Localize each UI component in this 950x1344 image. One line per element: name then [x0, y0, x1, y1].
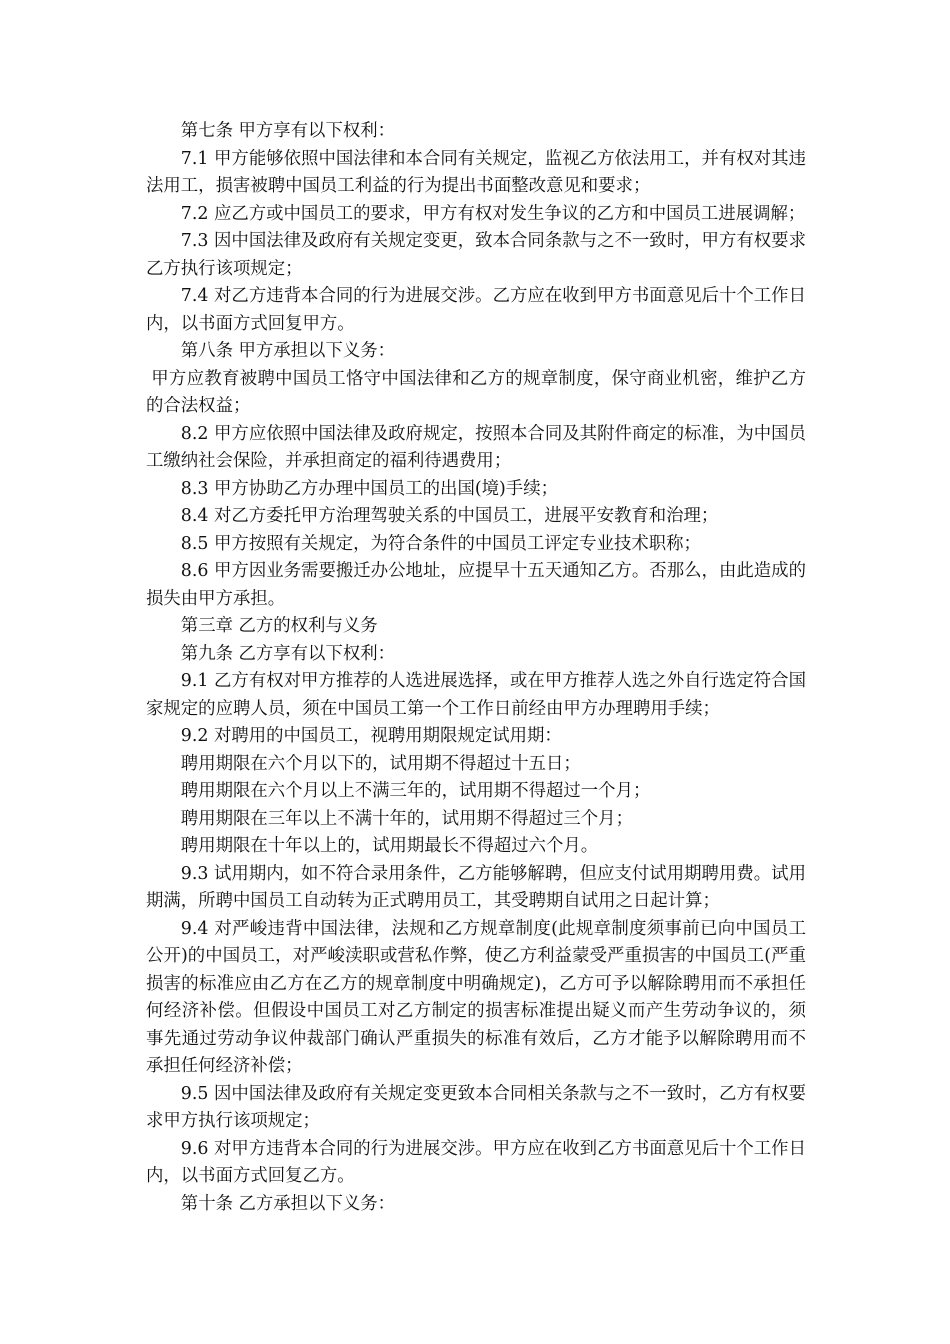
clause-9-1: 9.1 乙方有权对甲方推荐的人选进展选择，或在甲方推荐人选之外自行选定符合国家规定的应聘人员，须在中国员工第一个工作日前经由甲方办理聘用手续；: [146, 671, 806, 719]
article-10-heading: 第十条 乙方承担以下义务：: [180, 1193, 396, 1214]
clause-9-3: 9.3 试用期内，如不符合录用条件，乙方能够解聘，但应支付试用期聘用费。试用期满，所聘中国员工自动转为正式聘用员工，其受聘期自试用之日起计算；: [146, 863, 806, 911]
clause-8-3: 8.3 甲方协助乙方办理中国员工的出国(境)手续；: [180, 478, 558, 499]
clause-9-2: 9.2 对聘用的中国员工，视聘用期限规定试用期：: [180, 726, 562, 746]
probation-rule-3: 聘用期限在三年以上不满十年的，试用期不得超过三个月；: [180, 808, 633, 829]
article-9-heading: 第九条 乙方享有以下权利：: [180, 643, 396, 664]
clause-9-5: 9.5 因中国法律及政府有关规定变更致本合同相关条款与之不一致时，乙方有权要求甲方执行该项规定；: [146, 1083, 806, 1131]
probation-rule-2: 聘用期限在六个月以上不满三年的，试用期不得超过一个月；: [180, 781, 651, 801]
clause-8-5: 8.5 甲方按照有关规定，为符合条件的中国员工评定专业技术职称；: [180, 533, 701, 554]
article-7-heading: 第七条 甲方享有以下权利：: [180, 121, 396, 141]
clause-7-1: 7.1 甲方能够依照中国法律和本合同有关规定，监视乙方依法用工，并有权对其违法用工，损害被聘中国员工利益的行为提出书面整改意见和要求；: [146, 148, 806, 196]
probation-rule-4: 聘用期限在十年以上的，试用期最长不得超过六个月。: [180, 836, 599, 856]
document-body: [146, 118, 806, 1218]
article-8-heading: 第八条 甲方承担以下义务：: [180, 341, 396, 361]
chapter-3-heading: 第三章 乙方的权利与义务: [180, 616, 378, 636]
clause-7-3: 7.3 因中国法律及政府有关规定变更，致本合同条款与之不一致时，甲方有权要求乙方执行该项规定；: [146, 231, 806, 279]
clause-8-4: 8.4 对乙方委托甲方治理驾驶关系的中国员工，进展平安教育和治理；: [180, 506, 719, 526]
clause-8-1: 甲方应教育被聘中国员工恪守中国法律和乙方的规章制度，保守商业机密，维护乙方的合法权益；: [146, 368, 806, 416]
clause-8-6: 8.6 甲方因业务需要搬迁办公地址，应提早十五天通知乙方。否那么，由此造成的损失由甲方承担。: [146, 561, 806, 609]
clause-7-4: 7.4 对乙方违背本合同的行为进展交涉。乙方应在收到甲方书面意见后十个工作日内，以书面方式回复甲方。: [146, 286, 806, 334]
clause-7-2: 7.2 应乙方或中国员工的要求，甲方有权对发生争议的乙方和中国员工进展调解；: [180, 203, 806, 224]
clause-9-6: 9.6 对甲方违背本合同的行为进展交涉。甲方应在收到乙方书面意见后十个工作日内，以书面方式回复乙方。: [146, 1138, 806, 1186]
clause-8-2: 8.2 甲方应依照中国法律及政府规定，按照本合同及其附件商定的标准，为中国员工缴纳社会保险，并承担商定的福利待遇费用；: [146, 423, 806, 471]
clause-9-4: 9.4 对严峻违背中国法律，法规和乙方规章制度(此规章制度须事前已向中国员工公开)的中国员工，对严峻渎职或营私作弊，使乙方利益蒙受严重损害的中国员工(严重损害的标准应由乙方在乙方的规章制度中明确规定)，乙方可予以解除聘用而不承担任何经济补偿。但假设中国员工对乙方制定的损害标准提出疑义而产生劳动争议的，须事先通过劳动争议仲裁部门确认严重损失的标准有效后，乙方才能予以解除聘用而不承担任何经济补偿；: [146, 918, 806, 1076]
probation-rule-1: 聘用期限在六个月以下的，试用期不得超过十五日；: [180, 753, 581, 774]
